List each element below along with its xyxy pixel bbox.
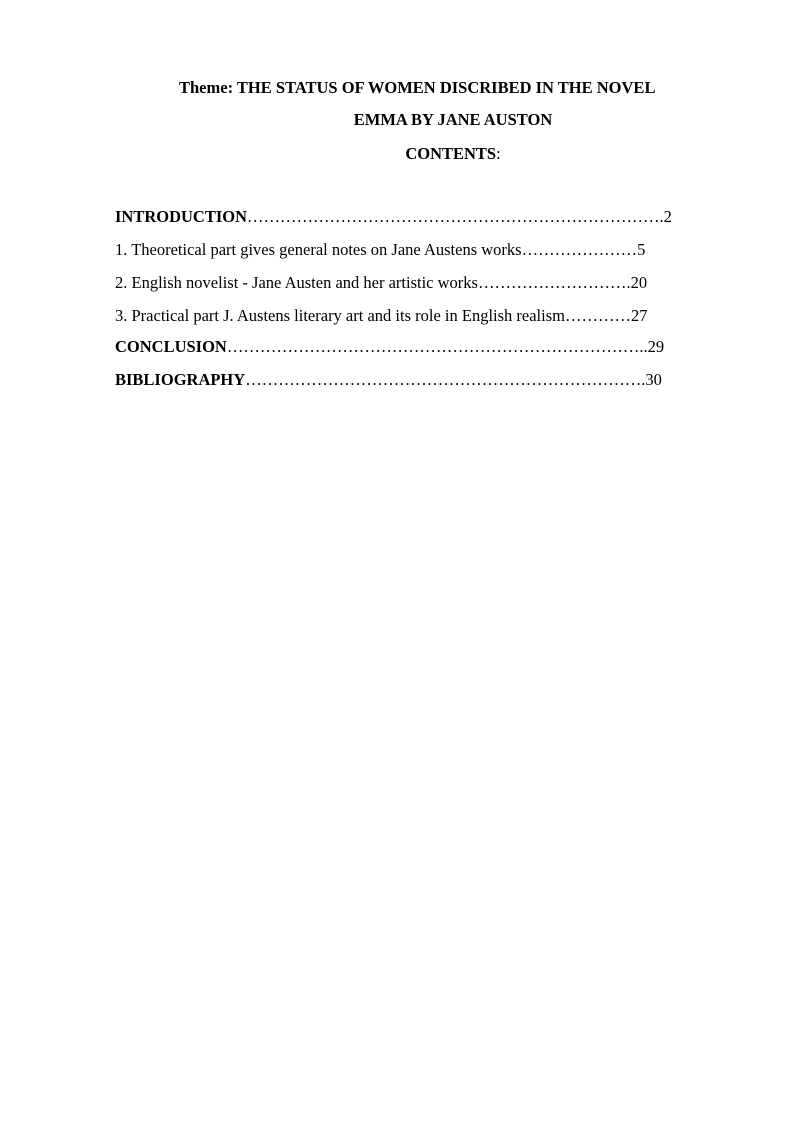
toc-entry-label: INTRODUCTION: [115, 207, 248, 226]
toc-entry-label: 2. English novelist - Jane Austen and her artistic works: [115, 273, 478, 292]
toc-entry-leader: ……………………………………………………………….: [245, 370, 646, 389]
toc-entry-page: 27: [630, 306, 648, 325]
toc-entry-introduction: [115, 207, 672, 227]
toc-entry-label: BIBLIOGRAPHY: [115, 370, 246, 389]
toc-entry-english-novelist: [115, 273, 647, 293]
toc-entry-leader: ………………………………………………………………….: [247, 207, 664, 226]
toc-entry-conclusion: [115, 337, 664, 357]
theme-title-text-continued: EMMA BY JANE AUSTON: [353, 110, 553, 129]
toc-entry-page: 20: [630, 273, 648, 292]
document-theme-title: [179, 78, 655, 98]
toc-entry-label: 3. Practical part J. Austens literary art and its role in English realism: [115, 306, 565, 325]
toc-entry-page: 5: [637, 240, 646, 259]
theme-title-text: Theme: THE STATUS OF WOMEN DISCRIBED IN THE NOVEL: [179, 78, 656, 97]
contents-heading: [0, 144, 800, 164]
toc-entry-page: 29: [647, 337, 665, 356]
contents-heading-text: CONTENTS: [405, 144, 497, 163]
toc-entry-practical-part: [115, 306, 647, 326]
toc-entry-leader: …………: [564, 306, 631, 325]
contents-heading-colon: :: [496, 144, 501, 163]
document-theme-title-continued: [0, 110, 800, 130]
toc-entry-leader: …………………: [521, 240, 638, 259]
toc-entry-leader: ……………………….: [477, 273, 631, 292]
toc-entry-leader: …………………………………………………………………..: [226, 337, 648, 356]
toc-entry-page: 30: [645, 370, 662, 389]
toc-entry-bibliography: [115, 370, 662, 390]
toc-entry-label: CONCLUSION: [115, 337, 227, 356]
toc-entry-page: 2: [663, 207, 672, 226]
toc-entry-theoretical-part: [115, 240, 645, 260]
toc-entry-label: 1. Theoretical part gives general notes on Jane Austens works: [115, 240, 522, 259]
